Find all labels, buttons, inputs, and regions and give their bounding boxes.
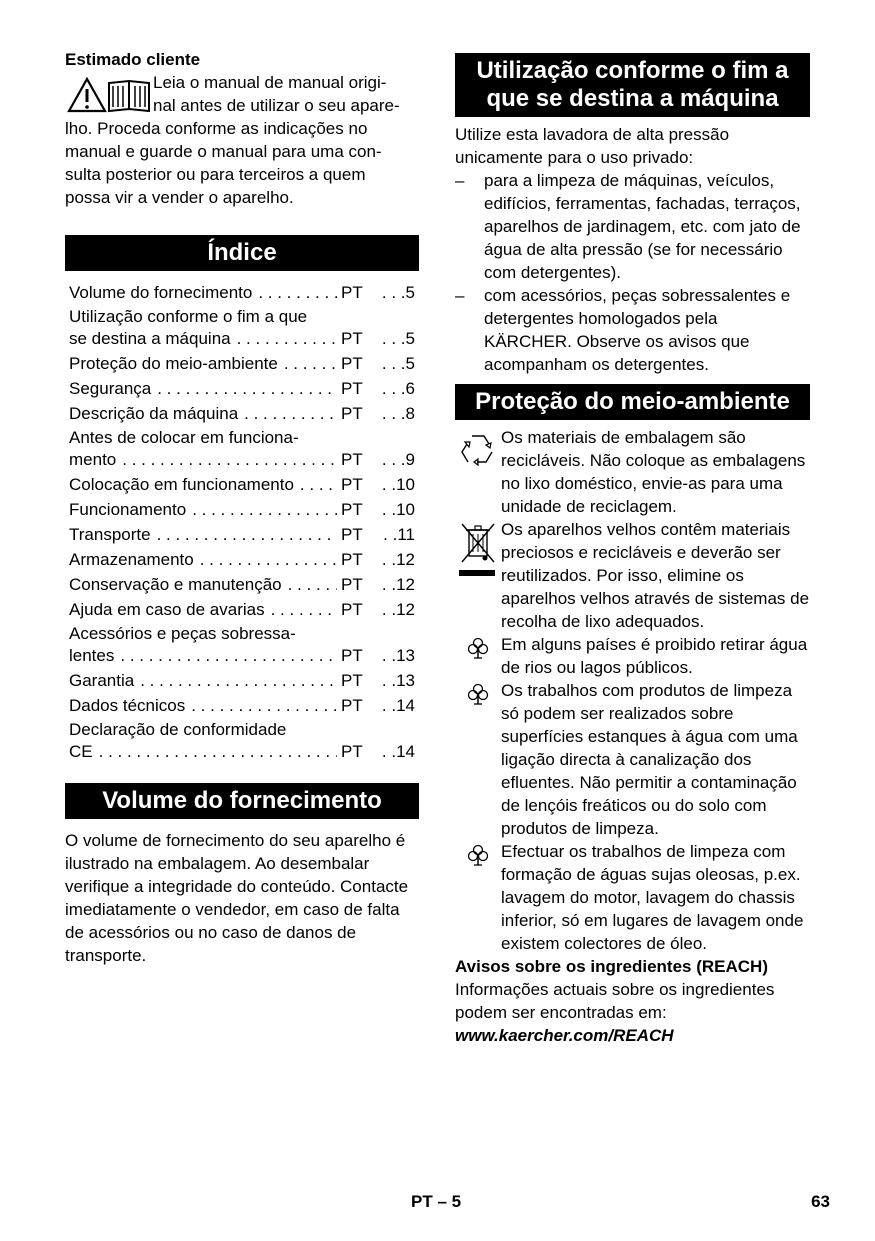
index-heading: Índice	[65, 235, 419, 271]
toc-item[interactable]	[69, 523, 415, 546]
toc-item-label: Utilização conforme o fim a que	[69, 307, 308, 326]
usage-intro: Utilize esta lavadora de alta pressão unicamente para o uso privado:	[455, 125, 730, 167]
toc-item-label: Descrição da máquina	[69, 404, 241, 423]
toc-item-label: CE	[69, 742, 96, 761]
toc-page-leader: . . .	[381, 283, 406, 302]
toc-item-label: Garantia	[69, 671, 137, 690]
right-column	[455, 53, 810, 1047]
toc-page-leader: . . .	[381, 379, 406, 398]
toc-item-page	[375, 327, 415, 350]
reach-text: Informações actuais sobre os ingredientes podem ser encontradas em:	[455, 980, 775, 1022]
toc-item-label: Segurança	[69, 379, 154, 398]
list-item: – com acessórios, peças sobressalentes e detergentes homologados pela KÄRCHER. Observe os avisos que acompanham os detergentes.	[455, 284, 810, 376]
toc-item[interactable]	[69, 694, 415, 717]
toc-page-leader: . .	[381, 550, 397, 569]
toc-item-page	[375, 281, 415, 304]
toc-page-leader: . . .	[381, 404, 406, 423]
toc-item-page	[375, 473, 415, 496]
toc-item-language: PT	[337, 669, 375, 692]
toc-item[interactable]	[69, 498, 415, 521]
toc-item-language: PT	[337, 548, 375, 571]
environment-text-oily-water: Efectuar os trabalhos de limpeza com formação de águas sujas oleosas, p.ex. lavagem do motor, lavagem do chassis inferior, só em lugares de lavagem onde existem colectores de óleo.	[501, 842, 804, 953]
toc-item-language: PT	[337, 352, 375, 375]
toc-item-label: Declaração de conformidade	[69, 720, 287, 739]
toc-page-number: 6	[405, 379, 415, 398]
toc-item-label: mento	[69, 450, 119, 469]
toc-item-label: Funcionamento	[69, 500, 189, 519]
toc-item[interactable]	[69, 669, 415, 692]
usage-heading	[455, 53, 810, 117]
toc-page-leader: . .	[381, 742, 397, 761]
usage-list	[455, 169, 810, 376]
toc-item-page	[375, 573, 415, 596]
toc-item[interactable]	[69, 623, 415, 667]
toc-item-page	[375, 669, 415, 692]
toc-item-label: se destina a máquina	[69, 329, 234, 348]
toc-page-leader: . .	[381, 475, 397, 494]
toc-page-leader: . .	[381, 646, 397, 665]
toc-item[interactable]	[69, 377, 415, 400]
toc-page-leader: . . .	[381, 450, 406, 469]
toc-item-language: PT	[337, 598, 375, 621]
toc-item-label: Antes de colocar em funciona-	[69, 428, 299, 447]
toc-page-leader: . .	[381, 600, 397, 619]
warning-line-2: nal antes de utilizar o seu apare-	[153, 96, 400, 115]
toc-item[interactable]	[69, 352, 415, 375]
toc-item-page	[375, 402, 415, 425]
environment-text-water: Em alguns países é proibido retirar água de rios ou lagos públicos.	[501, 635, 808, 677]
environment-tree-icon	[467, 844, 489, 866]
warning-row	[65, 71, 419, 117]
toc-page-number: 14	[396, 742, 415, 761]
toc-page-leader: . .	[383, 525, 398, 544]
toc-item-page	[375, 448, 415, 471]
toc-item-label: lentes	[69, 646, 117, 665]
toc-item-language: PT	[337, 402, 375, 425]
toc-page-number: 12	[396, 575, 415, 594]
environment-text-old-devices: Os aparelhos velhos contêm materiais preciosos e recicláveis e deverão ser reutilizados. Por isso, elimine os aparelhos velhos através de sistemas de recolha de lixo adequados.	[501, 520, 810, 631]
toc-item-label: Colocação em funcionamento	[69, 475, 297, 494]
list-item	[455, 679, 810, 840]
toc-item-language: PT	[337, 448, 375, 471]
toc-page-number: 10	[396, 475, 415, 494]
toc-item-label: Conservação e manutenção	[69, 575, 285, 594]
toc-page-number: 5	[405, 329, 415, 348]
toc-item[interactable]	[69, 719, 415, 763]
intro-title: Estimado cliente	[65, 50, 201, 69]
toc-page-leader: . .	[381, 500, 397, 519]
toc-item-language: PT	[337, 740, 375, 763]
toc-item-label: Volume do fornecimento	[69, 283, 255, 302]
toc-item-language: PT	[337, 327, 375, 350]
toc-page-number: 12	[396, 600, 415, 619]
toc-item[interactable]	[69, 281, 415, 304]
toc-item-page	[375, 523, 415, 546]
toc-page-number: 10	[396, 500, 415, 519]
toc-item[interactable]	[69, 427, 415, 471]
toc-item-page	[375, 644, 415, 667]
toc-item-label: Acessórios e peças sobressa-	[69, 624, 296, 643]
environment-text-cleaning: Os trabalhos com produtos de limpeza só podem ser realizados sobre superfícies estanques à água com uma ligação directa à canalização dos efluentes. Não permitir a contaminação de lençóis freáticos ou do solo com produtos de limpeza.	[501, 681, 798, 838]
toc-item[interactable]	[69, 473, 415, 496]
toc-item-language: PT	[337, 377, 375, 400]
toc-page-number: 5	[405, 354, 415, 373]
toc-item-page	[375, 498, 415, 521]
warning-line-1: Leia o manual de manual origi-	[153, 73, 387, 92]
toc-item-language: PT	[337, 644, 375, 667]
toc-item-label: Armazenamento	[69, 550, 197, 569]
toc-item-page	[375, 740, 415, 763]
toc-page-leader: . . .	[381, 329, 406, 348]
toc-item[interactable]	[69, 573, 415, 596]
supply-heading: Volume do fornecimento	[65, 783, 419, 819]
environment-text-packaging: Os materiais de embalagem são recicláveis. Não coloque as embalagens no lixo doméstico, envie-as para uma unidade de reciclagem.	[501, 428, 806, 516]
toc-item-page	[375, 377, 415, 400]
toc-page-number: 12	[396, 550, 415, 569]
toc-item[interactable]	[69, 402, 415, 425]
toc-item-label: Transporte	[69, 525, 154, 544]
environment-list	[455, 426, 810, 955]
toc-item-language: PT	[337, 573, 375, 596]
left-column	[65, 48, 419, 967]
toc-page-number: 8	[405, 404, 415, 423]
reach-link[interactable]: www.kaercher.com/REACH	[455, 1026, 674, 1045]
usage-heading-line-1: Utilização conforme o fim a	[476, 57, 789, 84]
toc-page-number: 13	[396, 646, 415, 665]
toc-item[interactable]	[69, 548, 415, 571]
list-item	[455, 633, 810, 679]
toc-item[interactable]	[69, 598, 415, 621]
toc-item-page	[375, 694, 415, 717]
toc-item-label: Ajuda em caso de avarias	[69, 600, 268, 619]
toc-item-page	[375, 598, 415, 621]
intro-line-1: lho. Proceda conforme as indicações no	[65, 119, 368, 138]
toc-item-page	[375, 548, 415, 571]
toc-page-number: 9	[405, 450, 415, 469]
toc-item-label: Proteção do meio-ambiente	[69, 354, 281, 373]
toc-page-number: 5	[405, 283, 415, 302]
intro-line-3: sulta posterior ou para terceiros a quem	[65, 165, 366, 184]
reach-title: Avisos sobre os ingredientes (REACH)	[455, 957, 768, 976]
environment-heading: Proteção do meio-ambiente	[455, 384, 810, 420]
toc-item-language: PT	[337, 694, 375, 717]
toc-item-label: Dados técnicos	[69, 696, 188, 715]
toc-item-page	[375, 352, 415, 375]
list-item	[455, 426, 810, 518]
list-item	[455, 840, 810, 955]
toc-page-number: 13	[396, 671, 415, 690]
environment-tree-icon	[467, 683, 489, 705]
toc-item-language: PT	[337, 281, 375, 304]
recycle-icon	[458, 430, 498, 470]
toc-page-number: 14	[396, 696, 415, 715]
toc-item[interactable]	[69, 306, 415, 350]
table-of-contents	[65, 281, 419, 763]
warning-manual-icon	[65, 71, 153, 117]
toc-page-leader: . .	[381, 671, 397, 690]
environment-tree-icon	[467, 637, 489, 659]
intro-line-2: manual e guarde o manual para uma con-	[65, 142, 382, 161]
toc-item-language: PT	[337, 498, 375, 521]
toc-page-leader: . .	[381, 575, 397, 594]
list-item: – para a limpeza de máquinas, veículos, edifícios, ferramentas, fachadas, terraços, aparelhos de jardinagem, etc. com jato de água de alta pressão (se for necessário com detergentes).	[455, 169, 810, 284]
toc-item-language: PT	[337, 523, 375, 546]
toc-item-language: PT	[337, 473, 375, 496]
footer-page-number: 63	[811, 1192, 830, 1211]
crossed-bin-icon	[458, 522, 498, 578]
toc-page-number: 11	[397, 525, 415, 544]
list-item	[455, 518, 810, 633]
footer-language-page: PT – 5	[411, 1192, 462, 1211]
toc-page-leader: . .	[381, 696, 397, 715]
usage-heading-line-2: que se destina a máquina	[486, 85, 779, 112]
supply-text: O volume de fornecimento do seu aparelho é ilustrado na embalagem. Ao desembalar verifique a integridade do conteúdo. Contacte imediatamente o vendedor, em caso de falta de acessórios ou no caso de danos de transporte.	[65, 831, 409, 965]
intro-line-4: possa vir a vender o aparelho.	[65, 188, 294, 207]
toc-page-leader: . . .	[381, 354, 406, 373]
